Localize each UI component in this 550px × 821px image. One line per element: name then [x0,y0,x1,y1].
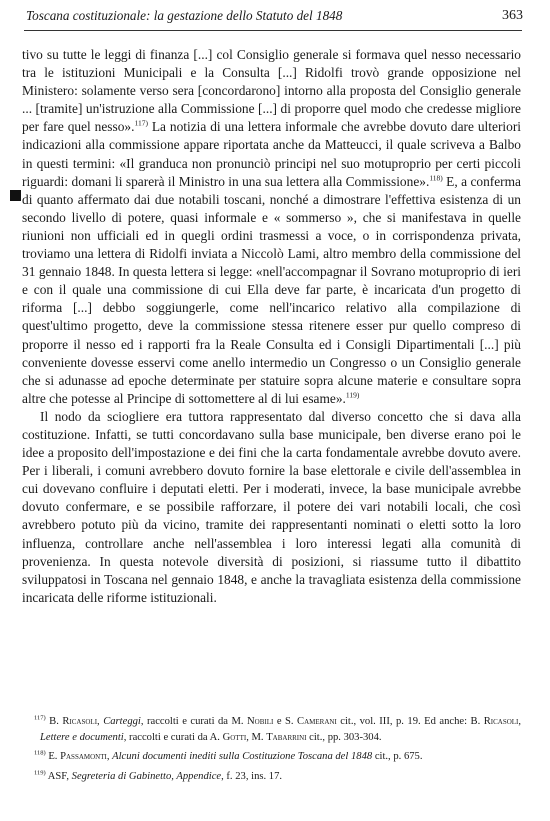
footnote-title: Segreteria di Gabinetto, Appendice [71,770,222,782]
running-title: Toscana costituzionale: la gestazione dello Statuto del 1848 [26,8,343,23]
footnotes [22,714,521,784]
footnote-text: cit., vol. III, p. 19. Ed anche: B. [336,716,484,727]
footnote-text: cit., pp. 303-304. [306,731,382,743]
footnote-text: , [106,751,113,762]
footnote-text: , [518,716,522,727]
footnote-author: Ricasoli [483,716,519,727]
footnote-title: Carteggi [103,716,141,727]
footnote-text: B. [45,716,63,727]
text-run: La notizia di una lettera informale che avrebbe dovuto dare ulteriori indicazioni alla commissione appare riportata anche da Matteucci, il quale scriveva a Balbo in questi termini: «Il granduca non pronunciò principi nel suo motuproprio per certi piccoli riguardi: domani li sparerà il Ministro in una sua lettera alla Commissione». [22,119,521,189]
footnote-title: Lettere e documenti [40,731,124,743]
footnote-ref-117: 117) [134,118,148,128]
footnote-text: , f. 23, ins. 17. [221,770,283,782]
footnote-text: , [97,716,104,727]
footnote-text: cit., p. 675. [372,751,423,762]
footnote-text: , M. [246,731,267,743]
footnote-text: E. [45,751,61,762]
text-run: tivo su tutte le leggi di finanza [...] col Consiglio generale si formava quel nesso necessario tra le istituzioni Municipali e la Consulta [...] Ridolfi trovò grande opposizione nel Ministero: solamente verso sera [concordarono] intorno alla proposta del Consiglio generale ... [tramite] un'istruzione alla Commissione [...] di proporre quel modo che credesse migliore per fare quel nesso». [22,47,521,135]
footnote-ref-118: 118) [429,173,443,183]
footnote-author: Passamonti [60,751,107,762]
footnote-118 [22,749,521,765]
paragraph-1 [22,46,521,408]
footnote-editor: Tabarrini [266,731,307,743]
footnote-editor: Nobili [247,716,274,727]
footnote-text: ASF, [45,770,72,782]
footnote-text: , raccolti e curati da A. [123,731,223,743]
footnote-number: 119) [34,768,46,776]
footnote-text: , raccolti e curati da M. [140,716,248,727]
footnote-text: e S. [273,716,298,727]
main-text [22,46,521,607]
footnote-number: 118) [34,749,46,757]
text-run: E, a conferma di quanto affermato dai due notabili toscani, nonché a dimostrare l'effettiva esistenza di un secondo livello di potere, quasi informale e « sommerso », che si manifestava in quelle riunioni non ufficiali ed in quegli ordini trasmessi a voce, o in corrispondenza privata, troviamo una lettera di Ridolfi inviata a Niccolò Lami, altro membro della commissione del 31 gennaio 1848. In questa lettera si legge: «nell'accompagnar il Sovrano motuproprio di ieri e con il quale una commissione di cui Ella deve far parte, è incaricata d'un progetto di riforma [...] debbo soggiungerle, come nell'incarico relativo alla compilazione di quest'ultimo progetto, deve la commissione stessa ritenere esser pur quello compreso di proporre il nesso ed i rapporti fra la Reale Consulta ed i Consigli Dipartimentali [...] più conveniente dovesse esservi come anello intermedio un Congresso o un Consiglio generale che si adunasse ad epoche determinate per statuire sopra alcune materie e consultare sopra altre che potesse al Principe di sottomettere al di lui esame». [22,173,521,406]
page-number: 363 [502,8,523,23]
footnote-117 [22,714,521,745]
footnote-number: 117) [34,714,46,722]
margin-marker [10,190,21,201]
footnote-author: Ricasoli [62,716,98,727]
header-rule [24,30,522,31]
footnote-ref-119: 119) [345,390,360,400]
paragraph-2: Il nodo da sciogliere era tuttora rappresentato dal diverso concetto che si dava alla costituzione. Infatti, se tutti concordavano sulla base municipale, ben diverse erano poi le idee a proposito dell'impostazione e dei fini che la carta fondamentale avrebbe dovuto avere. Per i liberali, i comuni avrebbero dovuto fornire la base elettorale e civile dell'assemblea in cui dovevano confluire i deputati eletti. Per i moderati, invece, la base municipale avrebbe dovuto confermare, e se possibile rafforzare, il potere dei vari notabili locali, che così avrebbero potuto più da vicino, tramite dei rappresentanti nominati o eletti sotto la loro influenza, controllare anche nell'assemblea i loro interessi legati alla comunità di provenienza. In questa notevole diversità di posizioni, si riassume tutto il dibattito sviluppatosi in Toscana nel gennaio 1848, e anche la travagliata esistenza della commissione incaricata delle riforme istituzionali. [22,408,521,605]
footnote-editor: Gotti [222,731,247,743]
footnote-editor: Camerani [297,716,337,727]
footnote-119 [22,769,521,785]
running-header [8,6,523,28]
footnote-title: Alcuni documenti inediti sulla Costituzione Toscana del 1848 [112,751,373,762]
